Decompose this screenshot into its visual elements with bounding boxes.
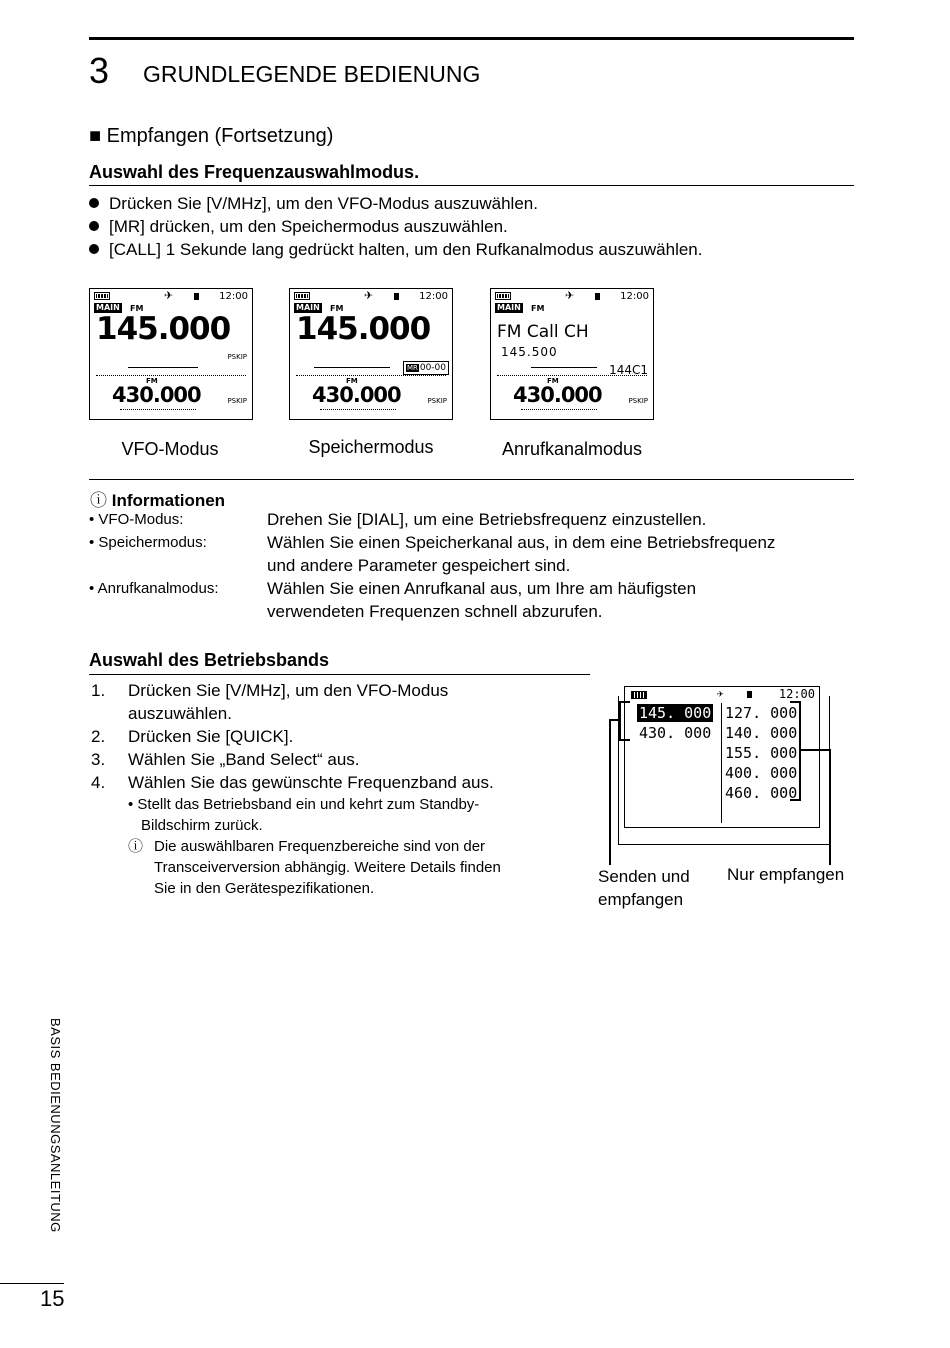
info-desc: Wählen Sie einen Anrufkanal aus, um Ihre am häufigsten — [267, 579, 697, 598]
info-term: • VFO-Modus: — [89, 511, 184, 528]
sub-frequency: 430.000 — [112, 383, 201, 407]
lcd-screen-memory — [289, 288, 453, 420]
label-tx: Senden und empfangen — [598, 867, 690, 909]
subsection-title-band: Auswahl des Betriebsbands — [89, 650, 330, 670]
callout-lines — [590, 690, 850, 870]
list-item: Drücken Sie [V/MHz], um den VFO-Modus auszuwählen. — [89, 192, 703, 215]
signal-icon: ✈ — [164, 289, 174, 302]
divider — [320, 409, 396, 410]
main-frequency: 145.000 — [96, 311, 231, 347]
divider — [531, 367, 597, 368]
clock: 12:00 — [419, 291, 448, 302]
info-term: • Speichermodus: — [89, 534, 207, 551]
chapter-title: GRUNDLEGENDE BEDIENUNG — [143, 61, 481, 87]
sub-mode-label: FM — [146, 377, 158, 385]
clock: 12:00 — [778, 687, 815, 701]
note: ⓘ Die auswählbaren Frequenzbereiche sind von der Transceiverversion abhängig. Weitere Details finden Sie in den Gerätespezifikationen. — [128, 838, 501, 897]
sidebar-rule — [0, 1283, 64, 1284]
caption-call: Anrufkanalmodus — [501, 439, 643, 459]
pskip-label: PSKIP — [227, 397, 247, 405]
subsection-rule — [89, 185, 854, 186]
sub-frequency: 430.000 — [312, 383, 401, 407]
divider — [521, 409, 597, 410]
divider — [497, 375, 647, 376]
list-item: 3. Wählen Sie „Band Select“ aus. — [91, 750, 360, 769]
divider — [96, 375, 246, 376]
lock-icon — [595, 293, 600, 300]
page-number: 15 — [40, 1286, 65, 1311]
divider — [128, 367, 198, 368]
info-table — [89, 508, 859, 623]
mode-label: FM — [330, 304, 344, 313]
info-row — [89, 508, 859, 531]
battery-icon — [495, 292, 511, 300]
section-marker: ■ — [89, 125, 102, 147]
info-icon: ⓘ — [128, 838, 144, 855]
call-frequency: 145.500 — [501, 345, 558, 359]
signal-icon: ✈ — [364, 289, 374, 302]
sub-mode-label: FM — [346, 377, 358, 385]
bullet-list — [89, 192, 703, 261]
mode-label: FM — [130, 304, 144, 313]
lock-icon — [194, 293, 199, 300]
clock: 12:00 — [620, 291, 649, 302]
battery-icon — [94, 292, 110, 300]
steps-list — [89, 679, 589, 794]
list-item: 1. Drücken Sie [V/MHz], um den VFO-Modus auszuwählen. — [91, 681, 449, 723]
band-item[interactable]: 460. 000 — [725, 784, 798, 802]
memory-channel-tag: MR 00-00 — [403, 361, 449, 375]
band-item[interactable]: 145. 000 — [639, 704, 712, 722]
signal-icon: ✈ — [717, 687, 724, 700]
band-item[interactable]: 400. 000 — [725, 764, 798, 782]
mode-label: FM — [531, 304, 545, 313]
lcd-screen-vfo — [89, 288, 253, 420]
info-row — [89, 577, 859, 623]
pskip-label: PSKIP — [427, 397, 447, 405]
label-rx: Nur empfangen — [727, 865, 845, 884]
info-title: Informationen — [111, 491, 226, 510]
subsection-rule — [89, 674, 590, 675]
band-item[interactable]: 140. 000 — [725, 724, 798, 742]
info-desc: Drehen Sie [DIAL], um eine Betriebsfrequenz einzustellen. — [267, 510, 707, 529]
band-item[interactable]: 430. 000 — [639, 724, 712, 742]
main-badge: MAIN — [497, 303, 521, 312]
info-desc-cont: und andere Parameter gespeichert sind. — [267, 556, 571, 575]
band-item[interactable]: 155. 000 — [725, 744, 798, 762]
lcd-screen-call — [490, 288, 654, 420]
info-icon: ⓘ — [90, 491, 107, 510]
list-item: 4. Wählen Sie das gewünschte Frequenzband aus. — [91, 773, 494, 792]
main-badge: MAIN — [296, 303, 320, 312]
section-heading — [89, 125, 333, 148]
main-frequency: 145.000 — [296, 311, 431, 347]
info-desc-cont: verwendeten Frequenzen schnell abzurufen. — [267, 602, 603, 621]
section-title: Empfangen (Fortsetzung) — [106, 125, 334, 147]
call-channel-name: FM Call CH — [497, 322, 589, 342]
chapter-number: 3 — [89, 50, 110, 91]
info-rule — [89, 479, 854, 480]
signal-icon: ✈ — [565, 289, 575, 302]
list-item: [MR] drücken, um den Speichermodus auszuwählen. — [89, 215, 703, 238]
divider — [314, 367, 390, 368]
band-item[interactable]: 127. 000 — [725, 704, 798, 722]
pskip-label: PSKIP — [227, 353, 247, 361]
main-badge: MAIN — [96, 303, 120, 312]
call-channel-number: 144C1 — [609, 363, 648, 377]
info-desc: Wählen Sie einen Speicherkanal aus, in dem eine Betriebsfrequenz — [267, 533, 776, 552]
sub-bullet: • Stellt das Betriebsband ein und kehrt zum Standby- Bildschirm zurück. — [128, 796, 480, 834]
battery-icon — [294, 292, 310, 300]
info-row — [89, 531, 859, 577]
list-item: [CALL] 1 Sekunde lang gedrückt halten, um den Rufkanalmodus auszuwählen. — [89, 238, 703, 261]
divider — [120, 409, 196, 410]
subsection-title: Auswahl des Frequenzauswahlmodus. — [89, 162, 420, 182]
sidebar-text: BASIS BEDIENUNGSANLEITUNG — [48, 1018, 63, 1233]
sub-frequency: 430.000 — [513, 383, 602, 407]
list-item: 2. Drücken Sie [QUICK]. — [91, 727, 294, 746]
clock: 12:00 — [219, 291, 248, 302]
caption-memory: Speichermodus — [308, 437, 434, 457]
pskip-label: PSKIP — [628, 397, 648, 405]
caption-vfo: VFO-Modus — [121, 439, 219, 459]
info-term: • Anrufkanalmodus: — [89, 580, 219, 597]
divider — [296, 375, 446, 376]
sub-mode-label: FM — [547, 377, 559, 385]
lock-icon — [394, 293, 399, 300]
top-rule — [89, 37, 854, 40]
